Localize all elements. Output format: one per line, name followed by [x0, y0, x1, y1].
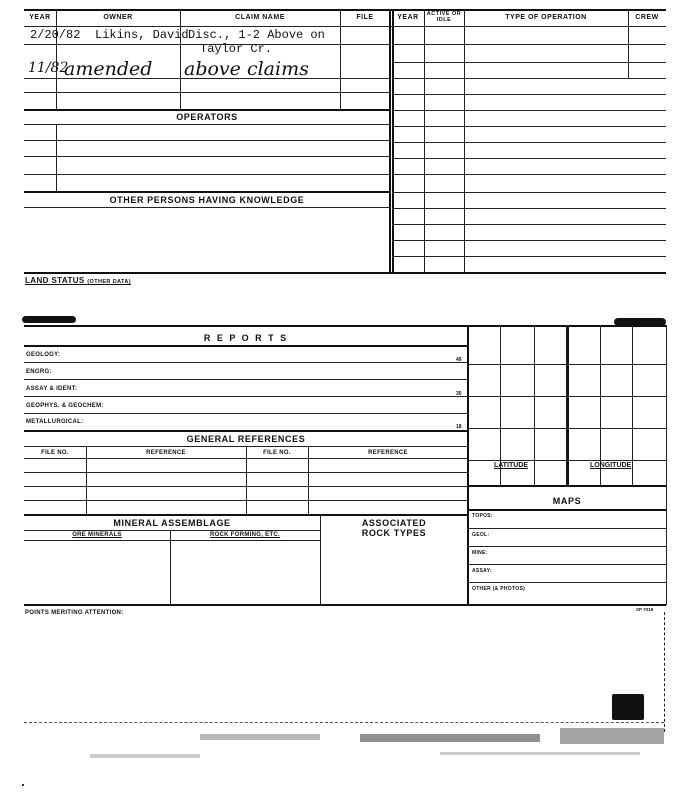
row-rule	[24, 472, 468, 473]
col-divider	[180, 9, 181, 109]
lower-bottom-rule	[24, 604, 666, 606]
center-divider	[389, 9, 391, 273]
row-rule	[392, 240, 666, 241]
rock-forming-label: ROCK FORMING, ETC.	[209, 532, 281, 538]
report-assay: ASSAY & IDENT:	[26, 386, 78, 392]
header-owner: OWNER	[103, 14, 133, 21]
row-rule	[24, 156, 390, 157]
col-divider	[320, 514, 321, 604]
grid-line	[468, 428, 666, 429]
col-divider	[170, 530, 171, 604]
row-rule	[392, 224, 666, 225]
grid-line	[468, 460, 666, 461]
col-divider	[340, 9, 341, 109]
col-divider	[56, 9, 57, 109]
col-divider	[246, 446, 247, 514]
ref-reference-2: REFERENCE	[368, 450, 408, 456]
row-rule	[468, 528, 666, 529]
row-rule	[24, 430, 468, 432]
operators-heading: OPERATORS	[176, 112, 238, 122]
header-year: YEAR	[29, 14, 51, 21]
points-meriting-attention: POINTS MERITING ATTENTION:	[25, 610, 124, 616]
report-num: 49	[456, 357, 462, 363]
right-block-divider	[467, 325, 469, 605]
ref-reference-1: REFERENCE	[146, 450, 186, 456]
row-rule	[24, 500, 468, 501]
grid-line	[567, 325, 569, 485]
report-num: 18	[456, 424, 462, 430]
top-border	[24, 9, 666, 11]
row-rule	[24, 207, 390, 208]
scan-noise	[360, 734, 540, 742]
grid-line	[534, 325, 535, 485]
scan-noise	[440, 752, 640, 755]
rock-types-heading: ROCK TYPES	[361, 528, 427, 538]
row-rule	[392, 142, 666, 143]
maps-other: OTHER (& PHOTOS)	[472, 586, 526, 592]
row-rule	[392, 62, 666, 63]
lower-top-border	[24, 325, 666, 327]
row-rule	[24, 140, 390, 141]
report-metallurgical: METALLURGICAL:	[26, 419, 84, 425]
header-active-idle: ACTIVE OR IDLE	[426, 11, 462, 23]
row-rule	[24, 109, 390, 111]
grid-line	[468, 396, 666, 397]
row-rule	[392, 94, 666, 95]
scan-noise	[560, 728, 664, 744]
ref-file-no-2: FILE NO.	[263, 450, 291, 456]
row-rule	[468, 509, 666, 511]
form-code: SP 7019	[636, 607, 654, 612]
entry-claim-line1: Disc., 1-2 Above on	[188, 28, 325, 42]
smudge	[22, 316, 76, 323]
row-rule	[24, 379, 468, 380]
handwritten-claim: above claims	[184, 58, 309, 80]
mineral-assemblage-heading: MINERAL ASSEMBLAGE	[113, 518, 231, 528]
row-rule	[24, 92, 390, 93]
scan-noise-line	[24, 722, 664, 723]
handwritten-year: 11/82	[28, 60, 69, 76]
grid-line	[500, 325, 501, 485]
row-rule	[392, 110, 666, 111]
entry-claim-line2: Taylor Cr.	[200, 42, 273, 56]
maps-geol: GEOL:	[472, 532, 490, 538]
maps-assay: ASSAY:	[472, 568, 492, 574]
row-rule	[392, 256, 666, 257]
col-divider	[56, 124, 57, 192]
report-engrg: ENGRG:	[26, 369, 52, 375]
row-rule	[24, 486, 468, 487]
row-rule	[392, 126, 666, 127]
longitude-label: LONGITUDE	[590, 462, 632, 469]
header-bottom-rule	[24, 26, 666, 27]
row-rule	[24, 396, 468, 397]
col-divider	[308, 446, 309, 514]
latitude-label: LATITUDE	[494, 462, 529, 469]
report-num: 30	[456, 391, 462, 397]
row-rule	[392, 174, 666, 175]
row-rule	[468, 485, 666, 487]
row-rule	[24, 540, 320, 541]
row-rule	[392, 78, 666, 79]
col-divider	[424, 9, 425, 273]
center-divider	[392, 9, 394, 273]
report-geology: GEOLOGY:	[26, 352, 61, 358]
row-rule	[24, 530, 320, 531]
entry-year: 2/20/82	[30, 28, 81, 42]
row-rule	[468, 546, 666, 547]
row-rule	[24, 362, 468, 363]
scan-noise	[22, 784, 24, 786]
row-rule	[24, 174, 390, 175]
header-year-2: YEAR	[397, 14, 419, 21]
right-margin-line	[664, 612, 665, 732]
row-rule	[24, 191, 390, 193]
row-rule	[24, 514, 468, 516]
ore-minerals-label: ORE MINERALS	[72, 532, 122, 538]
entry-owner: Likins, David	[95, 28, 189, 42]
header-claim-name: CLAIM NAME	[235, 14, 285, 21]
handwritten-owner: amended	[64, 58, 153, 80]
row-rule	[392, 158, 666, 159]
maps-heading: MAPS	[552, 496, 582, 506]
row-rule	[24, 345, 468, 347]
row-rule	[24, 413, 468, 414]
scan-noise	[90, 754, 200, 758]
header-type-of-operation: TYPE OF OPERATION	[505, 14, 587, 21]
report-geophys: GEOPHYS. & GEOCHEM:	[26, 403, 104, 409]
row-rule	[468, 582, 666, 583]
scan-mark	[612, 694, 644, 720]
row-rule	[392, 208, 666, 209]
land-status-heading: LAND STATUS (OTHER DATA)	[25, 276, 131, 285]
row-rule	[392, 44, 666, 45]
other-persons-heading: OTHER PERSONS HAVING KNOWLEDGE	[109, 195, 305, 205]
grid-line	[468, 364, 666, 365]
row-rule	[392, 192, 666, 193]
header-crew: CREW	[635, 14, 659, 21]
right-edge	[666, 325, 667, 605]
general-references-heading: GENERAL REFERENCES	[186, 434, 306, 444]
associated-heading: ASSOCIATED	[361, 518, 427, 528]
ref-file-no-1: FILE NO.	[41, 450, 69, 456]
row-rule	[468, 564, 666, 565]
reports-heading: R E P O R T S	[203, 333, 289, 343]
grid-line	[632, 325, 633, 485]
top-table-bottom	[24, 272, 666, 274]
col-divider	[86, 446, 87, 514]
maps-mine: MINE:	[472, 550, 488, 556]
col-divider	[464, 9, 465, 273]
scan-noise	[200, 734, 320, 740]
header-file: FILE	[356, 14, 374, 21]
row-rule	[24, 124, 390, 125]
maps-topos: TOPOS:	[472, 513, 493, 519]
grid-line	[600, 325, 601, 485]
